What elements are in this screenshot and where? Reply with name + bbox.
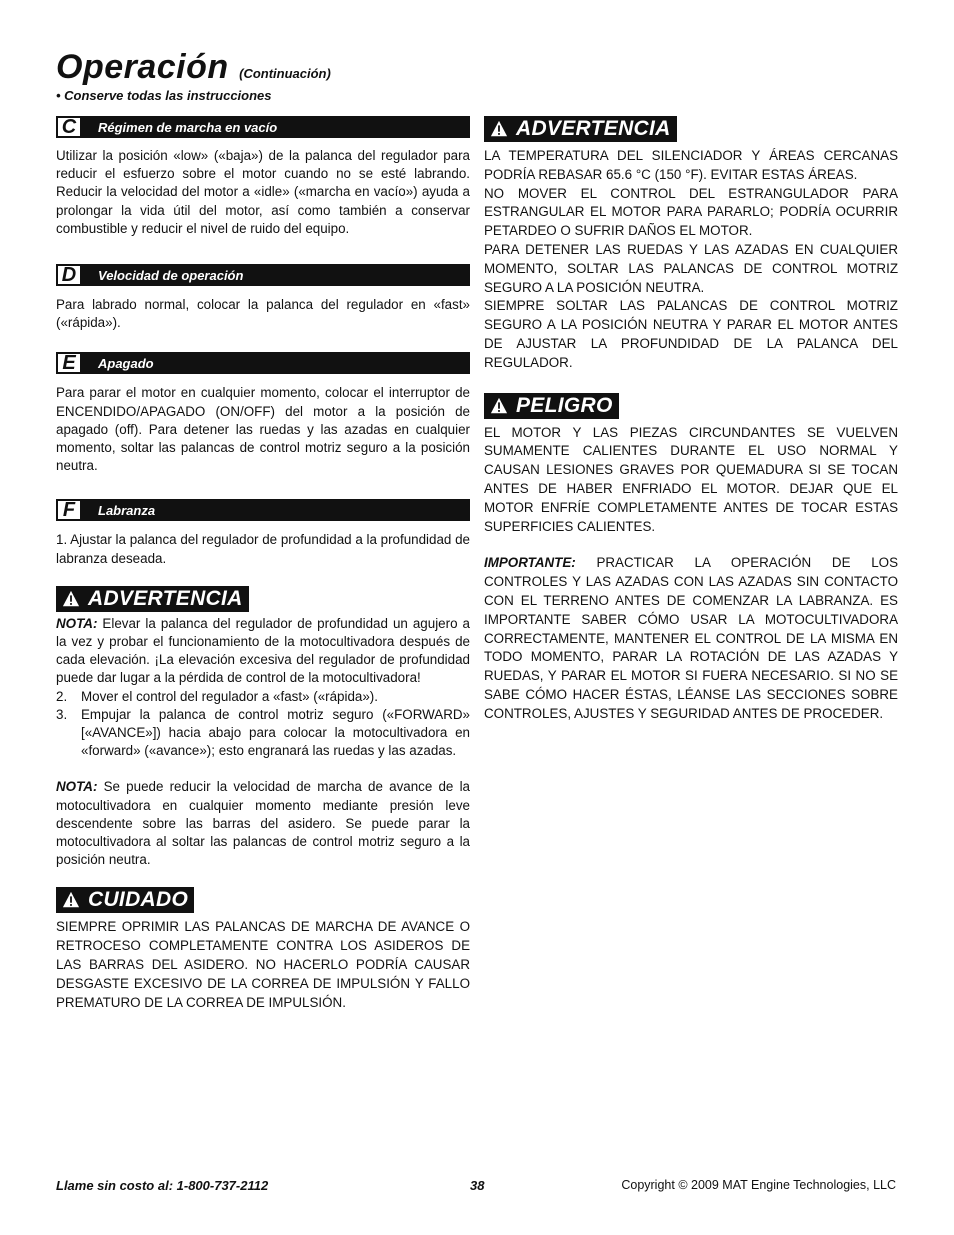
step-number: 3. (56, 706, 68, 722)
left-warning-label: ADVERTENCIA (88, 586, 243, 610)
peligro-label: PELIGRO (516, 393, 613, 417)
right-warning-p2: NO MOVER EL CONTROL DEL ESTRANGULADOR PARA ESTRANGULAR EL MOTOR PARA PARARLO; PODRÍA OCURRIR PETARDEO O SUFRIR DAÑOS EL MOTOR. (484, 185, 898, 239)
list-item (56, 688, 470, 706)
page-number: 38 (470, 1178, 485, 1193)
section-f-letter: F (56, 499, 82, 521)
peligro-text: EL MOTOR Y LAS PIEZAS CIRCUNDANTES SE VUELVEN SUMAMENTE CALIENTES DURANTE EL USO NORMAL Y CAUSAN LESIONES GRAVES POR QUEMADURA SI SE TOCAN ANTES DE HABER ENFRIADO EL MOTOR. DEJAR QUE EL MOTOR ENFRÍE COMPLETAMENTE ANTES DE TOCAR ESTAS SUPERFICIES CALIENTES. (484, 424, 898, 534)
page-title: Operación (56, 48, 229, 86)
step-text: Empujar la palanca de control motriz seguro («FORWARD» [«AVANCE»]) hacia abajo para colocar la motocultivadora en «forward» («avance»); esto engranará las ruedas y las azadas. (81, 706, 470, 759)
left-column (56, 116, 470, 1012)
right-warning-p1: LA TEMPERATURA DEL SILENCIADOR Y ÁREAS CERCANAS PODRÍA REBASAR 65.6 °C (150 °F). EVITAR ESTAS ÁREAS. (484, 148, 898, 182)
section-d-letter: D (56, 264, 82, 286)
warning-triangle-icon (490, 397, 508, 415)
nota-2-label: NOTA: (56, 779, 98, 795)
page-title-suffix: (Continuación) (239, 66, 331, 81)
section-c-title: Régimen de marcha en vacío (98, 119, 278, 135)
right-column (484, 116, 898, 724)
left-warning-nota-2 (56, 778, 470, 869)
footer-copyright: Copyright © 2009 MAT Engine Technologies, LLC (621, 1178, 896, 1192)
step-number: 2. (56, 688, 68, 704)
importante-paragraph (484, 554, 898, 723)
nota-text: Elevar la palanca del regulador de profundidad un agujero a la vez y probar el funcionamiento de la motocultivadora después de cada elevación. ¡La elevación excesiva del regulador de profundidad puede dar lugar a la pérdida de control de la motocultivadora! (56, 615, 470, 686)
section-e-title: Apagado (98, 355, 154, 371)
left-warning-badge (56, 586, 249, 612)
nota-2-text: Se puede reducir la velocidad de marcha de avance de la motocultivadora en cualquier momento mediante presión leve descendente sobre las barras del asidero. Se puede parar la motocultivadora al soltar las palancas de control motriz seguro a la posición neutra. (56, 779, 470, 868)
section-f-step-1: 1. Ajustar la palanca del regulador de profundidad a la profundidad de labranza deseada. (56, 532, 470, 566)
step-list (56, 688, 470, 761)
section-e-body: Para parar el motor en cualquier momento, colocar el interruptor de ENCENDIDO/APAGADO (ON/OFF) del motor a la posición de apagado (off). Para detener las ruedas y las azadas en cualquier momento, soltar las palancas de control motriz seguro a la posición neutra. (56, 385, 470, 474)
section-d-header (56, 264, 470, 286)
cuidado-badge (56, 887, 194, 913)
warning-triangle-icon (62, 891, 80, 909)
right-warning-label: ADVERTENCIA (516, 117, 671, 140)
list-item (56, 706, 470, 761)
nota-label: NOTA: (56, 615, 98, 631)
cuidado-text: SIEMPRE OPRIMIR LAS PALANCAS DE MARCHA DE AVANCE O RETROCESO COMPLETAMENTE CONTRA LOS ASIDEROS DE LAS BARRAS DEL ASIDERO. NO HACERLO PODRÍA CAUSAR DESGASTE EXCESIVO DE LA CORREA DE IMPULSIÓN Y FALLO PREMATURO DE LA CORREA DE IMPULSIÓN. (56, 919, 470, 1010)
peligro-badge (484, 393, 619, 419)
conserve-note: • Conserve todas las instrucciones (56, 88, 272, 103)
section-c-body: Utilizar la posición «low» («baja») de la palanca del regulador para reducir el esfuerzo sobre el motor cuando no se esté labrando. Reducir la velocidad del motor a «idle» («marcha en vacío») ayuda a prolongar la vida útil del motor, así como también a conservar combustible y reducir el nivel de ruido del equipo. (56, 148, 470, 236)
footer-phone: Llame sin costo al: 1-800-737-2112 (56, 1178, 269, 1193)
section-f-header (56, 499, 470, 521)
right-warning-badge (484, 116, 677, 142)
warning-triangle-icon (490, 120, 508, 138)
right-warning-p3: PARA DETENER LAS RUEDAS Y LAS AZADAS EN CUALQUIER MOMENTO, SOLTAR LAS PALANCAS DE CONTROL MOTRIZ SEGURO A LA POSICIÓN NEUTRA. (484, 241, 898, 295)
step-text: Mover el control del regulador a «fast» («rápida»). (81, 688, 378, 704)
importante-text: PRACTICAR LA OPERACIÓN DE LOS CONTROLES Y LAS AZADAS CON LAS AZADAS SIN CONTACTO CON EL TERRENO ANTES DE COMENZAR LA LABRANZA. ES IMPORTANTE SABER CÓMO USAR LA MOTOCULTIVADORA CORRECTAMENTE, MANTENER EL CONTROL DE LA MISMA EN TODO MOMENTO, PARAR LA ROTACIÓN DE LAS AZADAS Y RUEDAS, Y PARAR EL MOTOR SI FUERA NECESARIO. SI NO SE SABE CÓMO HACER ÉSTAS, LÉANSE LAS SECCIONES SOBRE CONTROLES, AJUSTES Y SEGURIDAD ANTES DE PROCEDER. (484, 555, 898, 721)
section-c-letter: C (56, 116, 82, 138)
cuidado-label: CUIDADO (88, 888, 189, 912)
right-warning-p4: SIEMPRE SOLTAR LAS PALANCAS DE CONTROL MOTRIZ SEGURO A LA POSICIÓN NEUTRA Y PARAR EL MOTOR ANTES DE AJUSTAR LA PROFUNDIDAD DE LA PALANCA DEL REGULADOR. (484, 298, 898, 370)
section-d-body: Para labrado normal, colocar la palanca del regulador en «fast» («rápida»). (56, 297, 470, 331)
page-header (56, 48, 331, 87)
left-warning-nota (56, 615, 470, 688)
importante-label: IMPORTANTE: (484, 555, 576, 571)
section-e-letter: E (56, 352, 82, 374)
section-c-header (56, 116, 470, 138)
section-d-title: Velocidad de operación (98, 267, 244, 283)
section-e-header (56, 352, 470, 374)
warning-triangle-icon (62, 590, 80, 608)
section-f-title: Labranza (98, 502, 156, 518)
